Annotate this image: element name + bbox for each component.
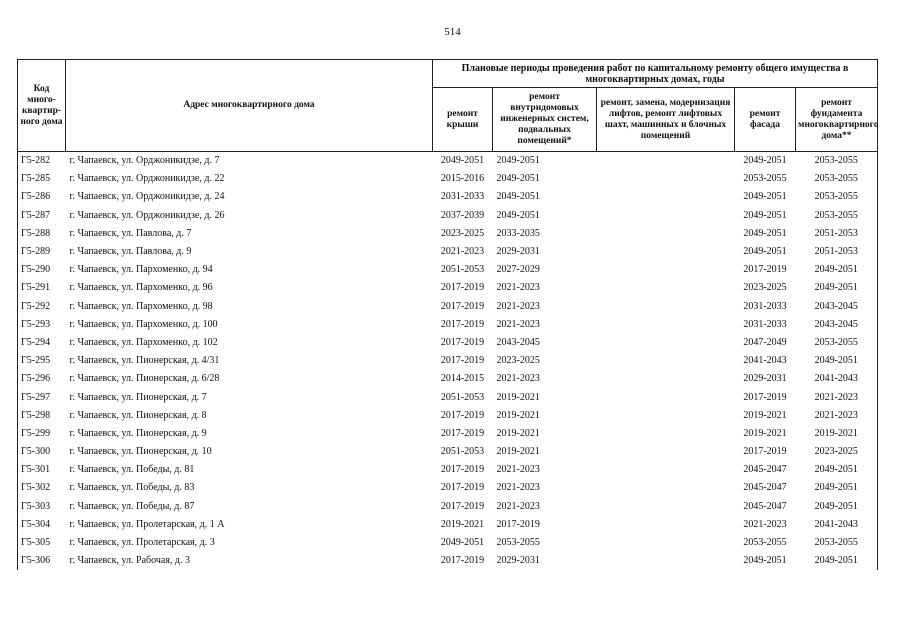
cell-roof: 2049-2051 <box>440 155 485 167</box>
cell-address: г. Чапаевск, ул. Орджоникидзе, д. 26 <box>69 209 225 221</box>
cell-code: Г5-293 <box>18 316 66 334</box>
cell-facade: 2019-2021 <box>743 409 787 421</box>
cell-foundation: 2049-2051 <box>796 498 878 516</box>
cell-roof: 2051-2053 <box>440 264 485 276</box>
header-roof: ремонт крыши <box>433 88 493 152</box>
cell-code: Г5-294 <box>18 334 66 352</box>
cell-roof: 2017-2019 <box>440 500 485 512</box>
cell-engineering: 2021-2023 <box>496 318 540 330</box>
cell-foundation: 2043-2045 <box>796 298 878 316</box>
cell-foundation: 2051-2053 <box>796 225 878 243</box>
cell-engineering: 2029-2031 <box>496 246 540 258</box>
cell-roof: 2037-2039 <box>440 209 485 221</box>
cell-code: Г5-300 <box>18 443 66 461</box>
cell-address: г. Чапаевск, ул. Пионерская, д. 7 <box>69 391 207 403</box>
cell-roof: 2017-2019 <box>440 482 485 494</box>
cell-engineering: 2049-2051 <box>496 191 540 203</box>
cell-facade: 2019-2021 <box>743 427 787 439</box>
cell-address: г. Чапаевск, ул. Павлова, д. 9 <box>69 246 192 258</box>
cell-elevators <box>597 188 735 206</box>
cell-facade: 2045-2047 <box>743 500 787 512</box>
cell-elevators <box>597 534 735 552</box>
cell-address: г. Чапаевск, ул. Победы, д. 83 <box>69 482 195 494</box>
cell-engineering: 2049-2051 <box>496 173 540 185</box>
cell-facade: 2031-2033 <box>743 318 787 330</box>
table-row <box>18 516 878 534</box>
cell-foundation: 2049-2051 <box>796 461 878 479</box>
cell-foundation: 2021-2023 <box>796 388 878 406</box>
cell-address: г. Чапаевск, ул. Победы, д. 87 <box>69 500 195 512</box>
cell-foundation: 2053-2055 <box>796 152 878 171</box>
table-row <box>18 552 878 570</box>
cell-facade: 2045-2047 <box>743 464 787 476</box>
table-row <box>18 461 878 479</box>
cell-code: Г5-285 <box>18 170 66 188</box>
cell-address: г. Чапаевск, ул. Пархоменко, д. 98 <box>69 300 213 312</box>
cell-code: Г5-303 <box>18 498 66 516</box>
cell-engineering: 2019-2021 <box>496 391 540 403</box>
table-row <box>18 207 878 225</box>
header-address: Адрес многоквартирного дома <box>66 60 433 152</box>
cell-code: Г5-305 <box>18 534 66 552</box>
cell-facade: 2049-2051 <box>743 155 787 167</box>
cell-code: Г5-296 <box>18 370 66 388</box>
cell-foundation: 2049-2051 <box>796 479 878 497</box>
cell-roof: 2051-2053 <box>440 391 485 403</box>
cell-code: Г5-304 <box>18 516 66 534</box>
header-code: Код много-квартир-ного дома <box>18 60 66 152</box>
cell-elevators <box>597 388 735 406</box>
cell-engineering: 2043-2045 <box>496 336 540 348</box>
cell-engineering: 2021-2023 <box>496 282 540 294</box>
cell-roof: 2019-2021 <box>440 518 485 530</box>
table-row <box>18 334 878 352</box>
cell-code: Г5-301 <box>18 461 66 479</box>
cell-roof: 2017-2019 <box>440 464 485 476</box>
cell-elevators <box>597 461 735 479</box>
cell-code: Г5-282 <box>18 152 66 171</box>
cell-elevators <box>597 316 735 334</box>
cell-roof: 2017-2019 <box>440 300 485 312</box>
cell-elevators <box>597 279 735 297</box>
cell-foundation: 2053-2055 <box>796 207 878 225</box>
cell-roof: 2049-2051 <box>440 537 485 549</box>
cell-engineering: 2049-2051 <box>496 209 540 221</box>
table-row <box>18 352 878 370</box>
cell-elevators <box>597 479 735 497</box>
cell-facade: 2045-2047 <box>743 482 787 494</box>
cell-elevators <box>597 370 735 388</box>
cell-facade: 2053-2055 <box>743 537 787 549</box>
header-elevators: ремонт, замена, модернизация лифтов, ремонт лифтовых шахт, машинных и блочных помещений <box>597 88 735 152</box>
table-row <box>18 298 878 316</box>
table-row <box>18 534 878 552</box>
cell-facade: 2017-2019 <box>743 391 787 403</box>
table-row <box>18 443 878 461</box>
cell-facade: 2017-2019 <box>743 446 787 458</box>
cell-foundation: 2043-2045 <box>796 316 878 334</box>
table-row <box>18 370 878 388</box>
cell-roof: 2015-2016 <box>440 173 485 185</box>
cell-code: Г5-292 <box>18 298 66 316</box>
cell-facade: 2041-2043 <box>743 355 787 367</box>
cell-engineering: 2017-2019 <box>496 518 540 530</box>
cell-code: Г5-289 <box>18 243 66 261</box>
header-planned-periods: Плановые периоды проведения работ по капитальному ремонту общего имущества в многоквартирных домах, годы <box>433 60 878 88</box>
cell-engineering: 2019-2021 <box>496 409 540 421</box>
cell-address: г. Чапаевск, ул. Пионерская, д. 9 <box>69 427 207 439</box>
cell-facade: 2049-2051 <box>743 227 787 239</box>
cell-facade: 2031-2033 <box>743 300 787 312</box>
table-row <box>18 152 878 171</box>
cell-facade: 2053-2055 <box>743 173 787 185</box>
cell-elevators <box>597 170 735 188</box>
cell-foundation: 2049-2051 <box>796 352 878 370</box>
table-row <box>18 243 878 261</box>
cell-elevators <box>597 243 735 261</box>
cell-engineering: 2019-2021 <box>496 446 540 458</box>
cell-roof: 2017-2019 <box>440 336 485 348</box>
cell-roof: 2017-2019 <box>440 355 485 367</box>
cell-address: г. Чапаевск, ул. Рабочая, д. 3 <box>69 555 191 567</box>
cell-foundation: 2049-2051 <box>796 279 878 297</box>
header-facade: ремонт фасада <box>735 88 796 152</box>
cell-address: г. Чапаевск, ул. Пионерская, д. 6/28 <box>69 373 220 385</box>
cell-facade: 2029-2031 <box>743 373 787 385</box>
table-row <box>18 225 878 243</box>
cell-code: Г5-295 <box>18 352 66 370</box>
cell-address: г. Чапаевск, ул. Пархоменко, д. 96 <box>69 282 213 294</box>
cell-elevators <box>597 516 735 534</box>
cell-engineering: 2027-2029 <box>496 264 540 276</box>
cell-engineering: 2023-2025 <box>496 355 540 367</box>
cell-code: Г5-286 <box>18 188 66 206</box>
table-row <box>18 479 878 497</box>
table-row <box>18 170 878 188</box>
cell-foundation: 2019-2021 <box>796 425 878 443</box>
cell-address: г. Чапаевск, ул. Орджоникидзе, д. 7 <box>69 155 220 167</box>
table-header <box>18 60 878 152</box>
cell-facade: 2021-2023 <box>743 518 787 530</box>
table-row <box>18 261 878 279</box>
cell-address: г. Чапаевск, ул. Пархоменко, д. 100 <box>69 318 218 330</box>
cell-foundation: 2023-2025 <box>796 443 878 461</box>
cell-roof: 2031-2033 <box>440 191 485 203</box>
cell-roof: 2017-2019 <box>440 555 485 567</box>
cell-facade: 2049-2051 <box>743 209 787 221</box>
cell-facade: 2049-2051 <box>743 246 787 258</box>
cell-facade: 2049-2051 <box>743 555 787 567</box>
cell-facade: 2049-2051 <box>743 191 787 203</box>
cell-engineering: 2021-2023 <box>496 373 540 385</box>
cell-address: г. Чапаевск, ул. Орджоникидзе, д. 24 <box>69 191 225 203</box>
cell-foundation: 2049-2051 <box>796 261 878 279</box>
cell-elevators <box>597 498 735 516</box>
capital-repair-schedule-table <box>17 59 878 570</box>
cell-address: г. Чапаевск, ул. Пархоменко, д. 102 <box>69 336 218 348</box>
cell-roof: 2017-2019 <box>440 409 485 421</box>
cell-elevators <box>597 334 735 352</box>
cell-code: Г5-298 <box>18 407 66 425</box>
table-row <box>18 188 878 206</box>
table-row <box>18 407 878 425</box>
cell-foundation: 2053-2055 <box>796 170 878 188</box>
cell-address: г. Чапаевск, ул. Орджоникидзе, д. 22 <box>69 173 225 185</box>
cell-foundation: 2053-2055 <box>796 534 878 552</box>
table-body <box>18 152 878 571</box>
cell-roof: 2023-2025 <box>440 227 485 239</box>
page-number: 514 <box>444 26 461 38</box>
cell-elevators <box>597 552 735 570</box>
cell-address: г. Чапаевск, ул. Пархоменко, д. 94 <box>69 264 213 276</box>
table-row <box>18 388 878 406</box>
cell-engineering: 2021-2023 <box>496 464 540 476</box>
cell-roof: 2021-2023 <box>440 246 485 258</box>
cell-address: г. Чапаевск, ул. Пионерская, д. 4/31 <box>69 355 220 367</box>
cell-engineering: 2029-2031 <box>496 555 540 567</box>
cell-engineering: 2053-2055 <box>496 537 540 549</box>
cell-address: г. Чапаевск, ул. Победы, д. 81 <box>69 464 195 476</box>
cell-code: Г5-306 <box>18 552 66 570</box>
table-row <box>18 316 878 334</box>
table-row <box>18 279 878 297</box>
cell-elevators <box>597 152 735 171</box>
table-row <box>18 498 878 516</box>
header-engineering: ремонт внутридомовых инженерных систем, подвальных помещений* <box>493 88 597 152</box>
header-foundation: ремонт фундамента многоквартирного дома** <box>796 88 878 152</box>
cell-roof: 2017-2019 <box>440 318 485 330</box>
cell-address: г. Чапаевск, ул. Пионерская, д. 8 <box>69 409 207 421</box>
cell-address: г. Чапаевск, ул. Пролетарская, д. 1 А <box>69 518 225 530</box>
cell-engineering: 2021-2023 <box>496 500 540 512</box>
cell-roof: 2017-2019 <box>440 427 485 439</box>
table-row <box>18 425 878 443</box>
cell-roof: 2014-2015 <box>440 373 485 385</box>
cell-foundation: 2051-2053 <box>796 243 878 261</box>
cell-elevators <box>597 425 735 443</box>
cell-foundation: 2021-2023 <box>796 407 878 425</box>
cell-elevators <box>597 261 735 279</box>
cell-address: г. Чапаевск, ул. Пролетарская, д. 3 <box>69 537 215 549</box>
cell-elevators <box>597 352 735 370</box>
cell-roof: 2051-2053 <box>440 446 485 458</box>
cell-foundation: 2053-2055 <box>796 188 878 206</box>
cell-elevators <box>597 207 735 225</box>
cell-engineering: 2033-2035 <box>496 227 540 239</box>
cell-foundation: 2041-2043 <box>796 516 878 534</box>
cell-elevators <box>597 298 735 316</box>
cell-roof: 2017-2019 <box>440 282 485 294</box>
cell-facade: 2017-2019 <box>743 264 787 276</box>
cell-address: г. Чапаевск, ул. Павлова, д. 7 <box>69 227 192 239</box>
cell-code: Г5-287 <box>18 207 66 225</box>
cell-elevators <box>597 443 735 461</box>
cell-code: Г5-299 <box>18 425 66 443</box>
cell-engineering: 2049-2051 <box>496 155 540 167</box>
cell-facade: 2023-2025 <box>743 282 787 294</box>
cell-foundation: 2049-2051 <box>796 552 878 570</box>
cell-engineering: 2021-2023 <box>496 482 540 494</box>
cell-address: г. Чапаевск, ул. Пионерская, д. 10 <box>69 446 212 458</box>
cell-engineering: 2021-2023 <box>496 300 540 312</box>
cell-elevators <box>597 407 735 425</box>
cell-code: Г5-290 <box>18 261 66 279</box>
cell-foundation: 2041-2043 <box>796 370 878 388</box>
cell-facade: 2047-2049 <box>743 336 787 348</box>
cell-engineering: 2019-2021 <box>496 427 540 439</box>
cell-foundation: 2053-2055 <box>796 334 878 352</box>
cell-code: Г5-302 <box>18 479 66 497</box>
cell-code: Г5-291 <box>18 279 66 297</box>
cell-elevators <box>597 225 735 243</box>
cell-code: Г5-288 <box>18 225 66 243</box>
cell-code: Г5-297 <box>18 388 66 406</box>
